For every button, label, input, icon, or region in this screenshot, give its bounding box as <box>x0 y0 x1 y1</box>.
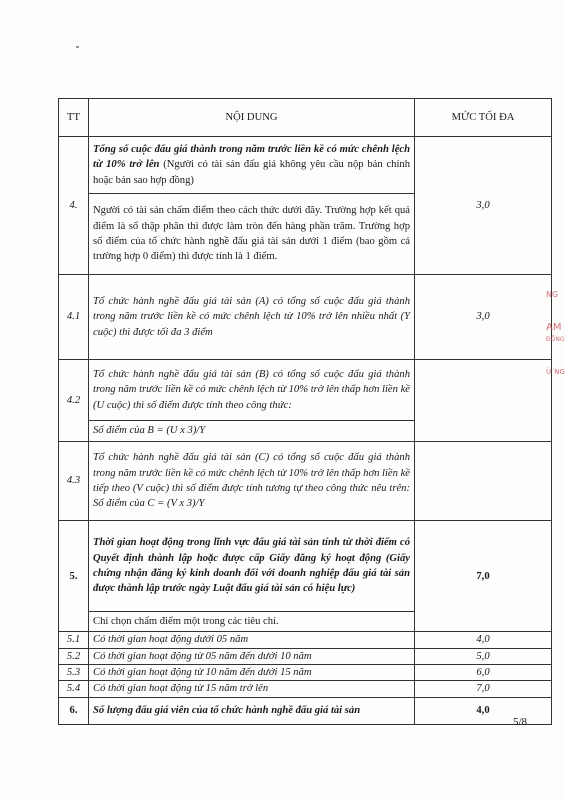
stamp-fragment-1: NG <box>546 290 559 299</box>
table-row-4-1 <box>59 275 552 360</box>
row-5-1-tt: 5.1 <box>59 632 89 648</box>
row-4-tt: 4. <box>59 137 89 275</box>
page-number: 5/8 <box>513 716 528 728</box>
table-row-5-title <box>59 521 552 612</box>
stamp-fragment-4: Ừ NG <box>546 368 565 376</box>
row-4-3-text: Tổ chức hành nghề đấu giá tài sản (C) có tổng số cuộc đấu giá thành trong năm trước liền kề có mức chênh lệch từ 10% trở lên thấp hơn liền kề tiếp theo (V cuộc) thì số điểm được tính tương tự theo công thức nêu trên: Số điểm của C = (V x 3)/Y <box>89 442 415 521</box>
row-5-4-tt: 5.4 <box>59 681 89 697</box>
row-5-2-text: Có thời gian hoạt động từ 05 năm đến dưới 10 năm <box>89 648 415 664</box>
row-5-4-max: 7,0 <box>415 681 552 697</box>
row-5-1-text: Có thời gian hoạt động dưới 05 năm <box>89 632 415 648</box>
row-5-2-tt: 5.2 <box>59 648 89 664</box>
row-6-max: 4,0 <box>415 697 552 724</box>
row-4-3-tt: 4.3 <box>59 442 89 521</box>
table-row-5-4 <box>59 681 552 697</box>
row-6-text: Số lượng đấu giá viên của tổ chức hành nghề đấu giá tài sản <box>89 697 415 724</box>
row-5-title: Thời gian hoạt động trong lĩnh vực đấu giá tài sản tính từ thời điểm có Quyết định thành lập hoặc được cấp Giấy đăng ký hoạt động (Giấy chứng nhận đăng ký kinh doanh đối với doanh nghiệp đấu giá tài sản được thành lập trước ngày Luật đấu giá tài sản có hiệu lực) <box>89 521 415 612</box>
row-4-1-text: Tổ chức hành nghề đấu giá tài sản (A) có tổng số cuộc đấu giá thành trong năm trước liền kề có mức chênh lệch từ 10% trở lên nhiều nhất (Y cuộc) thì được tối đa 3 điểm <box>89 275 415 360</box>
row-4-2-text: Tổ chức hành nghề đấu giá tài sản (B) có tổng số cuộc đấu giá thành trong năm trước liền kề có mức chênh lệch từ 10% trở lên thấp hơn liền kề (U cuộc) thì số điểm được tính theo công thức: <box>89 360 415 421</box>
row-4-max: 3,0 <box>415 137 552 275</box>
header-noi-dung: NỘI DUNG <box>89 99 415 137</box>
row-4-3-max <box>415 442 552 521</box>
row-5-max: 7,0 <box>415 521 552 632</box>
row-5-note: Chỉ chọn chấm điểm một trong các tiêu chí. <box>89 612 415 632</box>
row-4-1-tt: 4.1 <box>59 275 89 360</box>
row-4-1-max: 3,0 <box>415 275 552 360</box>
scoring-table <box>58 98 552 725</box>
row-4-2-max <box>415 360 552 442</box>
row-5-3-max: 6,0 <box>415 665 552 681</box>
row-4-2-tt: 4.2 <box>59 360 89 442</box>
row-4-title-note: (Người có tài sản đấu giá không yêu cầu nộp bản chính hoặc bản sao hợp đồng) <box>93 159 410 186</box>
row-5-tt: 5. <box>59 521 89 632</box>
row-5-3-text: Có thời gian hoạt động từ 10 năm đến dưới 15 năm <box>89 665 415 681</box>
row-6-tt: 6. <box>59 697 89 724</box>
row-4-guide: Người có tài sản chấm điểm theo cách thức dưới đây. Trường hợp kết quả điểm là số thập phân thì được làm tròn đến hàng phần trăm. Trường hợp số điểm của tổ chức hành nghề đấu giá tài sản dưới 1 điểm (bao gồm cả trường hợp 0 điểm) thì được tính là 1 điểm. <box>89 194 415 275</box>
row-5-3-tt: 5.3 <box>59 665 89 681</box>
table-header-row <box>59 99 552 137</box>
table-row-4-3 <box>59 442 552 521</box>
stamp-fragment-2: AM <box>546 322 562 333</box>
table-row-6 <box>59 697 552 724</box>
table-row-4-2-text <box>59 360 552 421</box>
row-5-1-max: 4,0 <box>415 632 552 648</box>
header-tt: TT <box>59 99 89 137</box>
table-row-4-title <box>59 137 552 194</box>
row-4-title-cell <box>89 137 415 194</box>
row-4-title: Tổng số cuộc đấu giá thành trong năm trước liền kề có mức chênh lệch từ 10% trở lên <box>93 143 410 171</box>
scan-mark <box>76 46 79 48</box>
table-row-5-3 <box>59 665 552 681</box>
row-5-4-text: Có thời gian hoạt động từ 15 năm trở lên <box>89 681 415 697</box>
header-muc-toi-da: MỨC TỐI ĐA <box>415 99 552 137</box>
table-row-5-2 <box>59 648 552 664</box>
row-4-2-formula: Số điểm của B = (U x 3)/Y <box>89 421 415 442</box>
stamp-fragment-3: ĐỒNG <box>546 336 565 343</box>
row-5-2-max: 5,0 <box>415 648 552 664</box>
table-row-5-1 <box>59 632 552 648</box>
